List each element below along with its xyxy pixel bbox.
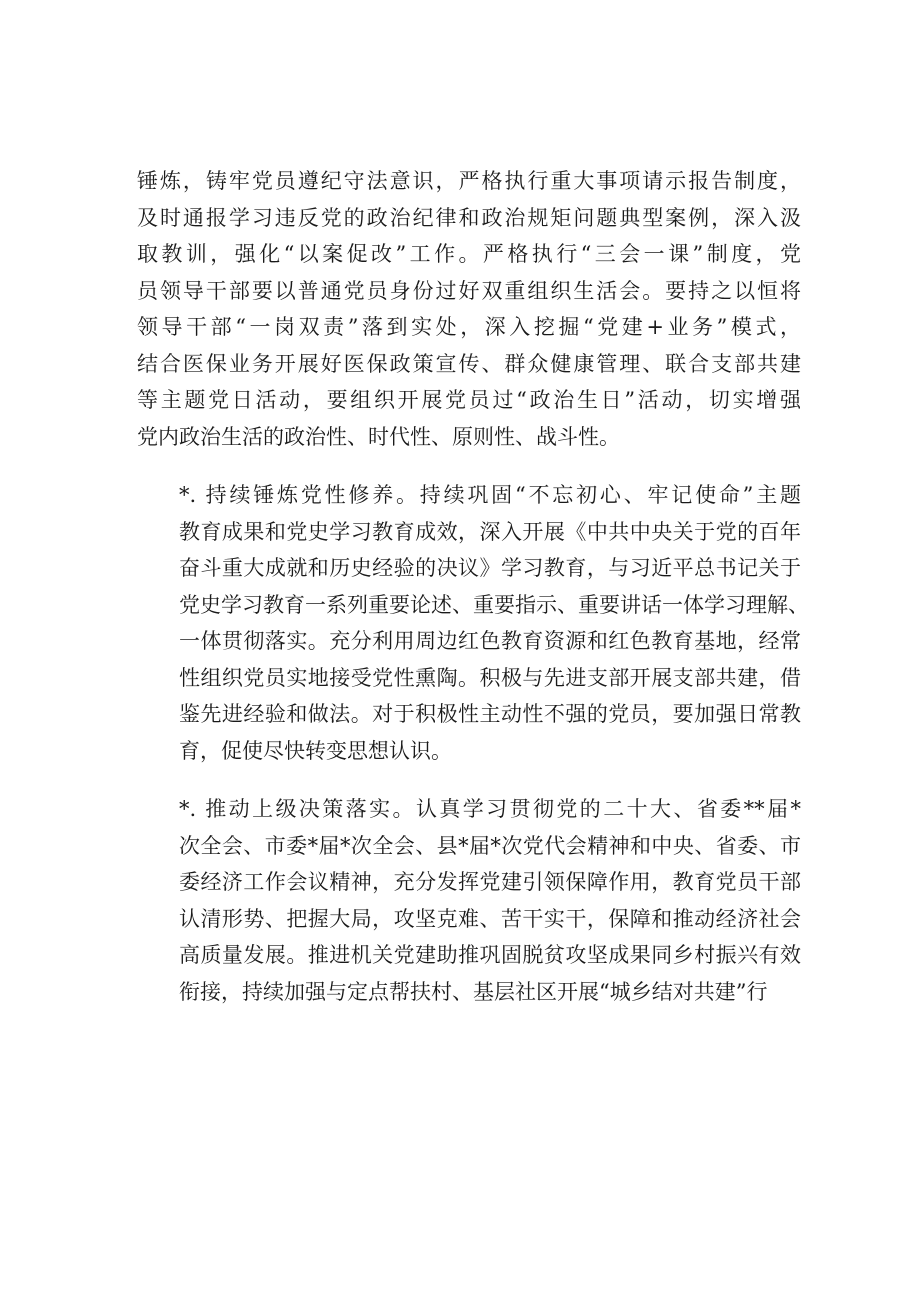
text-line: 衔接，持续加强与定点帮扶村、基层社区开展“城乡结对共建”行 [179, 979, 768, 1004]
text-line: 结合医保业务开展好医保政策宣传、群众健康管理、联合支部共建 [137, 351, 801, 376]
paragraph [137, 791, 801, 1010]
text-line: 性组织党员实地接受党性熏陶。积极与先进支部开展支部共建，借 [179, 665, 801, 690]
text-line: 奋斗重大成就和历史经验的决议》学习教育，与习近平总书记关于 [179, 556, 801, 580]
text-line: 员领导干部要以普通党员身份过好双重组织生活会。要持之以恒将 [137, 278, 801, 303]
text-line: 教育成果和党史学习教育成效，深入开展《中共中央关于党的百年 [179, 519, 801, 544]
text-line: 领导干部“一岗双责”落到实处，深入挖掘“党建+业务”模式， [137, 315, 801, 339]
text-line: 委经济工作会议精神，充分发挥党建引领保障作用，教育党员干部 [179, 870, 801, 894]
document-body [137, 163, 809, 1032]
text-line: 锤炼，铸牢党员遵纪守法意识，严格执行重大事项请示报告制度， [137, 169, 801, 193]
text-line: 认清形势、把握大局，攻坚克难、苦干实干，保障和推动经济社会 [179, 906, 801, 931]
paragraph [137, 477, 809, 769]
text-line: *. 持续锤炼党性修养。持续巩固“不忘初心、牢记使命”主题 [179, 483, 801, 507]
text-line: 党内政治生活的政治性、时代性、原则性、战斗性。 [137, 424, 620, 449]
text-line: 等主题党日活动，要组织开展党员过“政治生日”活动，切实增强 [137, 388, 801, 412]
text-line: 鉴先进经验和做法。对于积极性主动性不强的党员，要加强日常教 [179, 702, 801, 726]
text-line: *. 推动上级决策落实。认真学习贯彻党的二十大、省委**届* [179, 797, 801, 821]
text-line: 党史学习教育一系列重要论述、重要指示、重要讲话一体学习理解、 [179, 592, 809, 617]
text-line: 一体贯彻落实。充分利用周边红色教育资源和红色教育基地，经常 [179, 629, 801, 653]
text-line: 育，促使尽快转变思想认识。 [179, 738, 452, 763]
text-line: 取教训，强化“以案促改”工作。严格执行“三会一课”制度，党 [137, 242, 801, 266]
text-line: 高质量发展。推进机关党建助推巩固脱贫攻坚成果同乡村振兴有效 [179, 943, 801, 967]
text-line: 次全会、市委*届*次全会、县*届*次党代会精神和中央、省委、市 [179, 833, 801, 858]
paragraph [137, 163, 801, 455]
text-line: 及时通报学习违反党的政治纪律和政治规矩问题典型案例，深入汲 [137, 205, 801, 230]
